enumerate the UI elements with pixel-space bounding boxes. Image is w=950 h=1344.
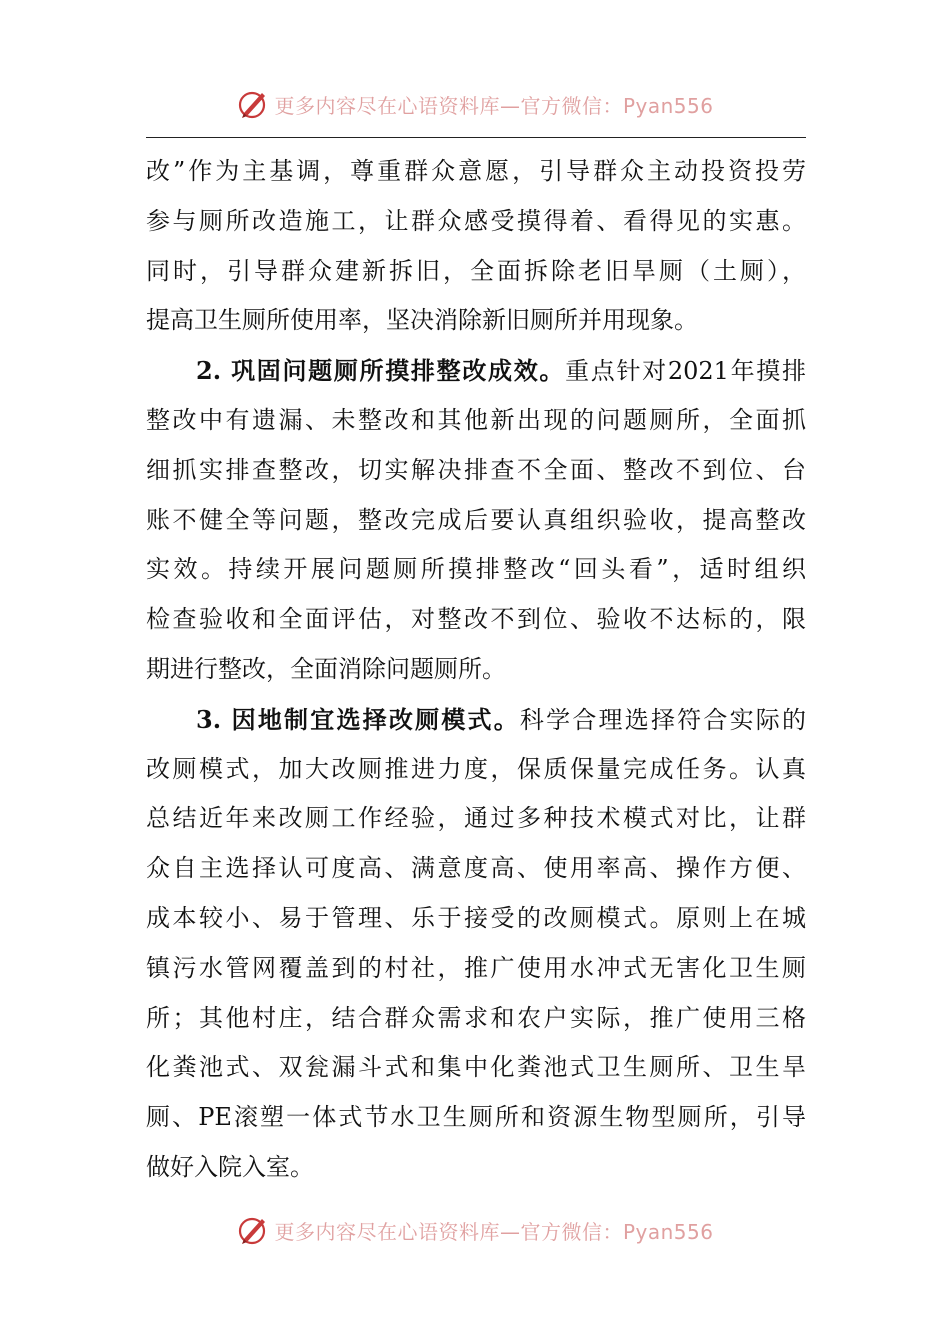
text-line: [146, 346, 806, 396]
text-line: 改厕模式，加大改厕推进力度，保质保量完成任务。认真: [146, 754, 806, 783]
pen-logo-icon: [236, 87, 270, 121]
section-heading-2: 2. 巩固问题厕所摸排整改成效。: [196, 356, 566, 386]
pen-logo-icon: [236, 1213, 270, 1247]
text-line: 参与厕所改造施工，让群众感受摸得着、看得见的实惠。: [146, 206, 806, 235]
text-line: 同时，引导群众建新拆旧，全面拆除老旧旱厕（土厕），: [146, 256, 806, 285]
text-line: 化粪池式、双瓮漏斗式和集中化粪池式卫生厕所、卫生旱: [146, 1053, 806, 1082]
text-line: 众自主选择认可度高、满意度高、使用率高、操作方便、: [146, 854, 806, 883]
text-line: 镇污水管网覆盖到的村社，推广使用水冲式无害化卫生厕: [146, 953, 806, 982]
text-span: 科学合理选择符合实际的: [519, 705, 806, 734]
watermark-footer: [0, 1210, 950, 1250]
text-line: 做好入院入室。: [146, 1152, 314, 1181]
text-line: 期进行整改，全面消除问题厕所。: [146, 654, 506, 683]
header-divider: [146, 137, 806, 138]
watermark-text: 更多内容尽在心语资料库—官方微信：Pyan556: [274, 93, 714, 118]
text-line: 所；其他村庄，结合群众需求和农户实际，推广使用三格: [146, 1003, 806, 1032]
text-line: 实效。持续开展问题厕所摸排整改“回头看”，适时组织: [146, 555, 806, 584]
text-span: 重点针对2021年摸排: [565, 357, 806, 386]
text-line: 总结近年来改厕工作经验，通过多种技术模式对比，让群: [146, 804, 806, 833]
section-heading-3: 3. 因地制宜选择改厕模式。: [196, 704, 520, 734]
text-line: 厕、PE滚塑一体式节水卫生厕所和资源生物型厕所，引导: [146, 1103, 806, 1132]
document-body: [146, 147, 806, 1193]
watermark-text: 更多内容尽在心语资料库—官方微信：Pyan556: [274, 1219, 714, 1244]
text-line: 检查验收和全面评估，对整改不到位、验收不达标的，限: [146, 605, 806, 634]
text-line: 整改中有遗漏、未整改和其他新出现的问题厕所，全面抓: [146, 405, 806, 434]
paragraph-1: [146, 147, 806, 346]
text-line: [146, 695, 806, 745]
text-line: 改”作为主基调，尊重群众意愿，引导群众主动投资投劳: [146, 157, 806, 185]
text-line: 提高卫生厕所使用率，坚决消除新旧厕所并用现象。: [146, 306, 698, 335]
paragraph-3: [146, 695, 806, 1193]
text-line: 账不健全等问题，整改完成后要认真组织验收，提高整改: [146, 505, 806, 534]
paragraph-2: [146, 346, 806, 695]
watermark-header: [0, 84, 950, 124]
text-line: 细抓实排查整改，切实解决排查不全面、整改不到位、台: [146, 455, 806, 484]
text-line: 成本较小、易于管理、乐于接受的改厕模式。原则上在城: [146, 903, 806, 932]
